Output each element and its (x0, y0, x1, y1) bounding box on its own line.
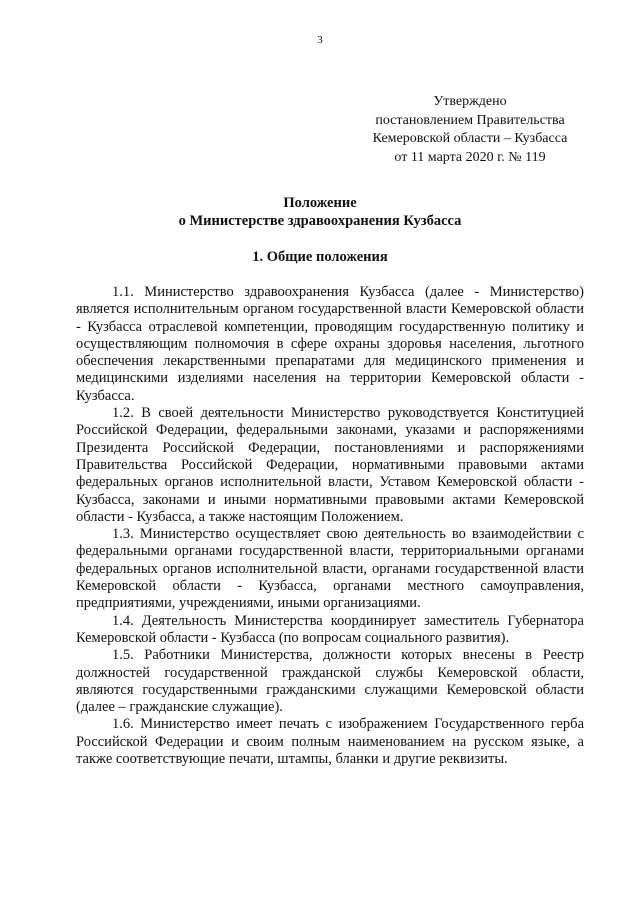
approval-line-date: от 11 марта 2020 г. № 119 (394, 149, 546, 165)
paragraph-1-4: 1.4. Деятельность Министерства координирует заместитель Губернатора Кемеровской области - Кузбасса (по вопросам социального развития). (76, 612, 584, 646)
document-title: Положение (283, 195, 357, 211)
paragraph-1-1: 1.1. Министерство здравоохранения Кузбасса (далее - Министерство) является исполнительным органом государственной власти Кемеровской области - Кузбасса отраслевой компетенции, проводящим государственную политику и осуществляющим полномочия в сфере охраны здоровья населения, льготного обеспечения лекарственными препаратами для медицинского применения и медицинскими изделиями населения на территории Кемеровской области - Кузбасса. (76, 284, 584, 404)
paragraph-1-2: 1.2. В своей деятельности Министерство руководствуется Конституцией Российской Федерации, федеральными законами, указами и распоряжениями Президента Российской Федерации, постановлениями и распоряжениями Правительства Российской Федерации, нормативными правовыми актами федеральных органов исполнительной власти, Уставом Кемеровской области - Кузбасса, законами и иными нормативными правовыми актами Кемеровской области - Кузбасса, а также настоящим Положением. (76, 405, 584, 525)
approval-line-resolution: постановлением Правительства (375, 112, 565, 128)
approval-line-region: Кемеровской области – Кузбасса (372, 131, 568, 146)
page-number: 3 (317, 34, 323, 46)
approval-line-approved: Утверждено (433, 94, 507, 109)
document-subtitle: о Министерстве здравоохранения Кузбасса (178, 213, 462, 229)
approval-stamp (350, 93, 590, 167)
paragraph-1-6: 1.6. Министерство имеет печать с изображением Государственного герба Российской Федерации и своим полным наименованием на русском языке, а также соответствующие печати, штампы, бланки и другие реквизиты. (76, 716, 584, 768)
section-heading: 1. Общие положения (252, 249, 388, 265)
paragraph-1-3: 1.3. Министерство осуществляет свою деятельность во взаимодействии с федеральными органами государственной власти, территориальными органами федеральных органов исполнительной власти, органами государственной власти Кемеровской области - Кузбасса, органами местного самоуправления, предприятиями, учреждениями, иными организациями. (76, 526, 584, 612)
paragraph-1-5: 1.5. Работники Министерства, должности которых внесены в Реестр должностей государственной гражданской службы Кемеровской области, являются государственными гражданскими служащими Кемеровской области (далее – гражданские служащие). (76, 647, 584, 716)
document-body (76, 284, 584, 768)
